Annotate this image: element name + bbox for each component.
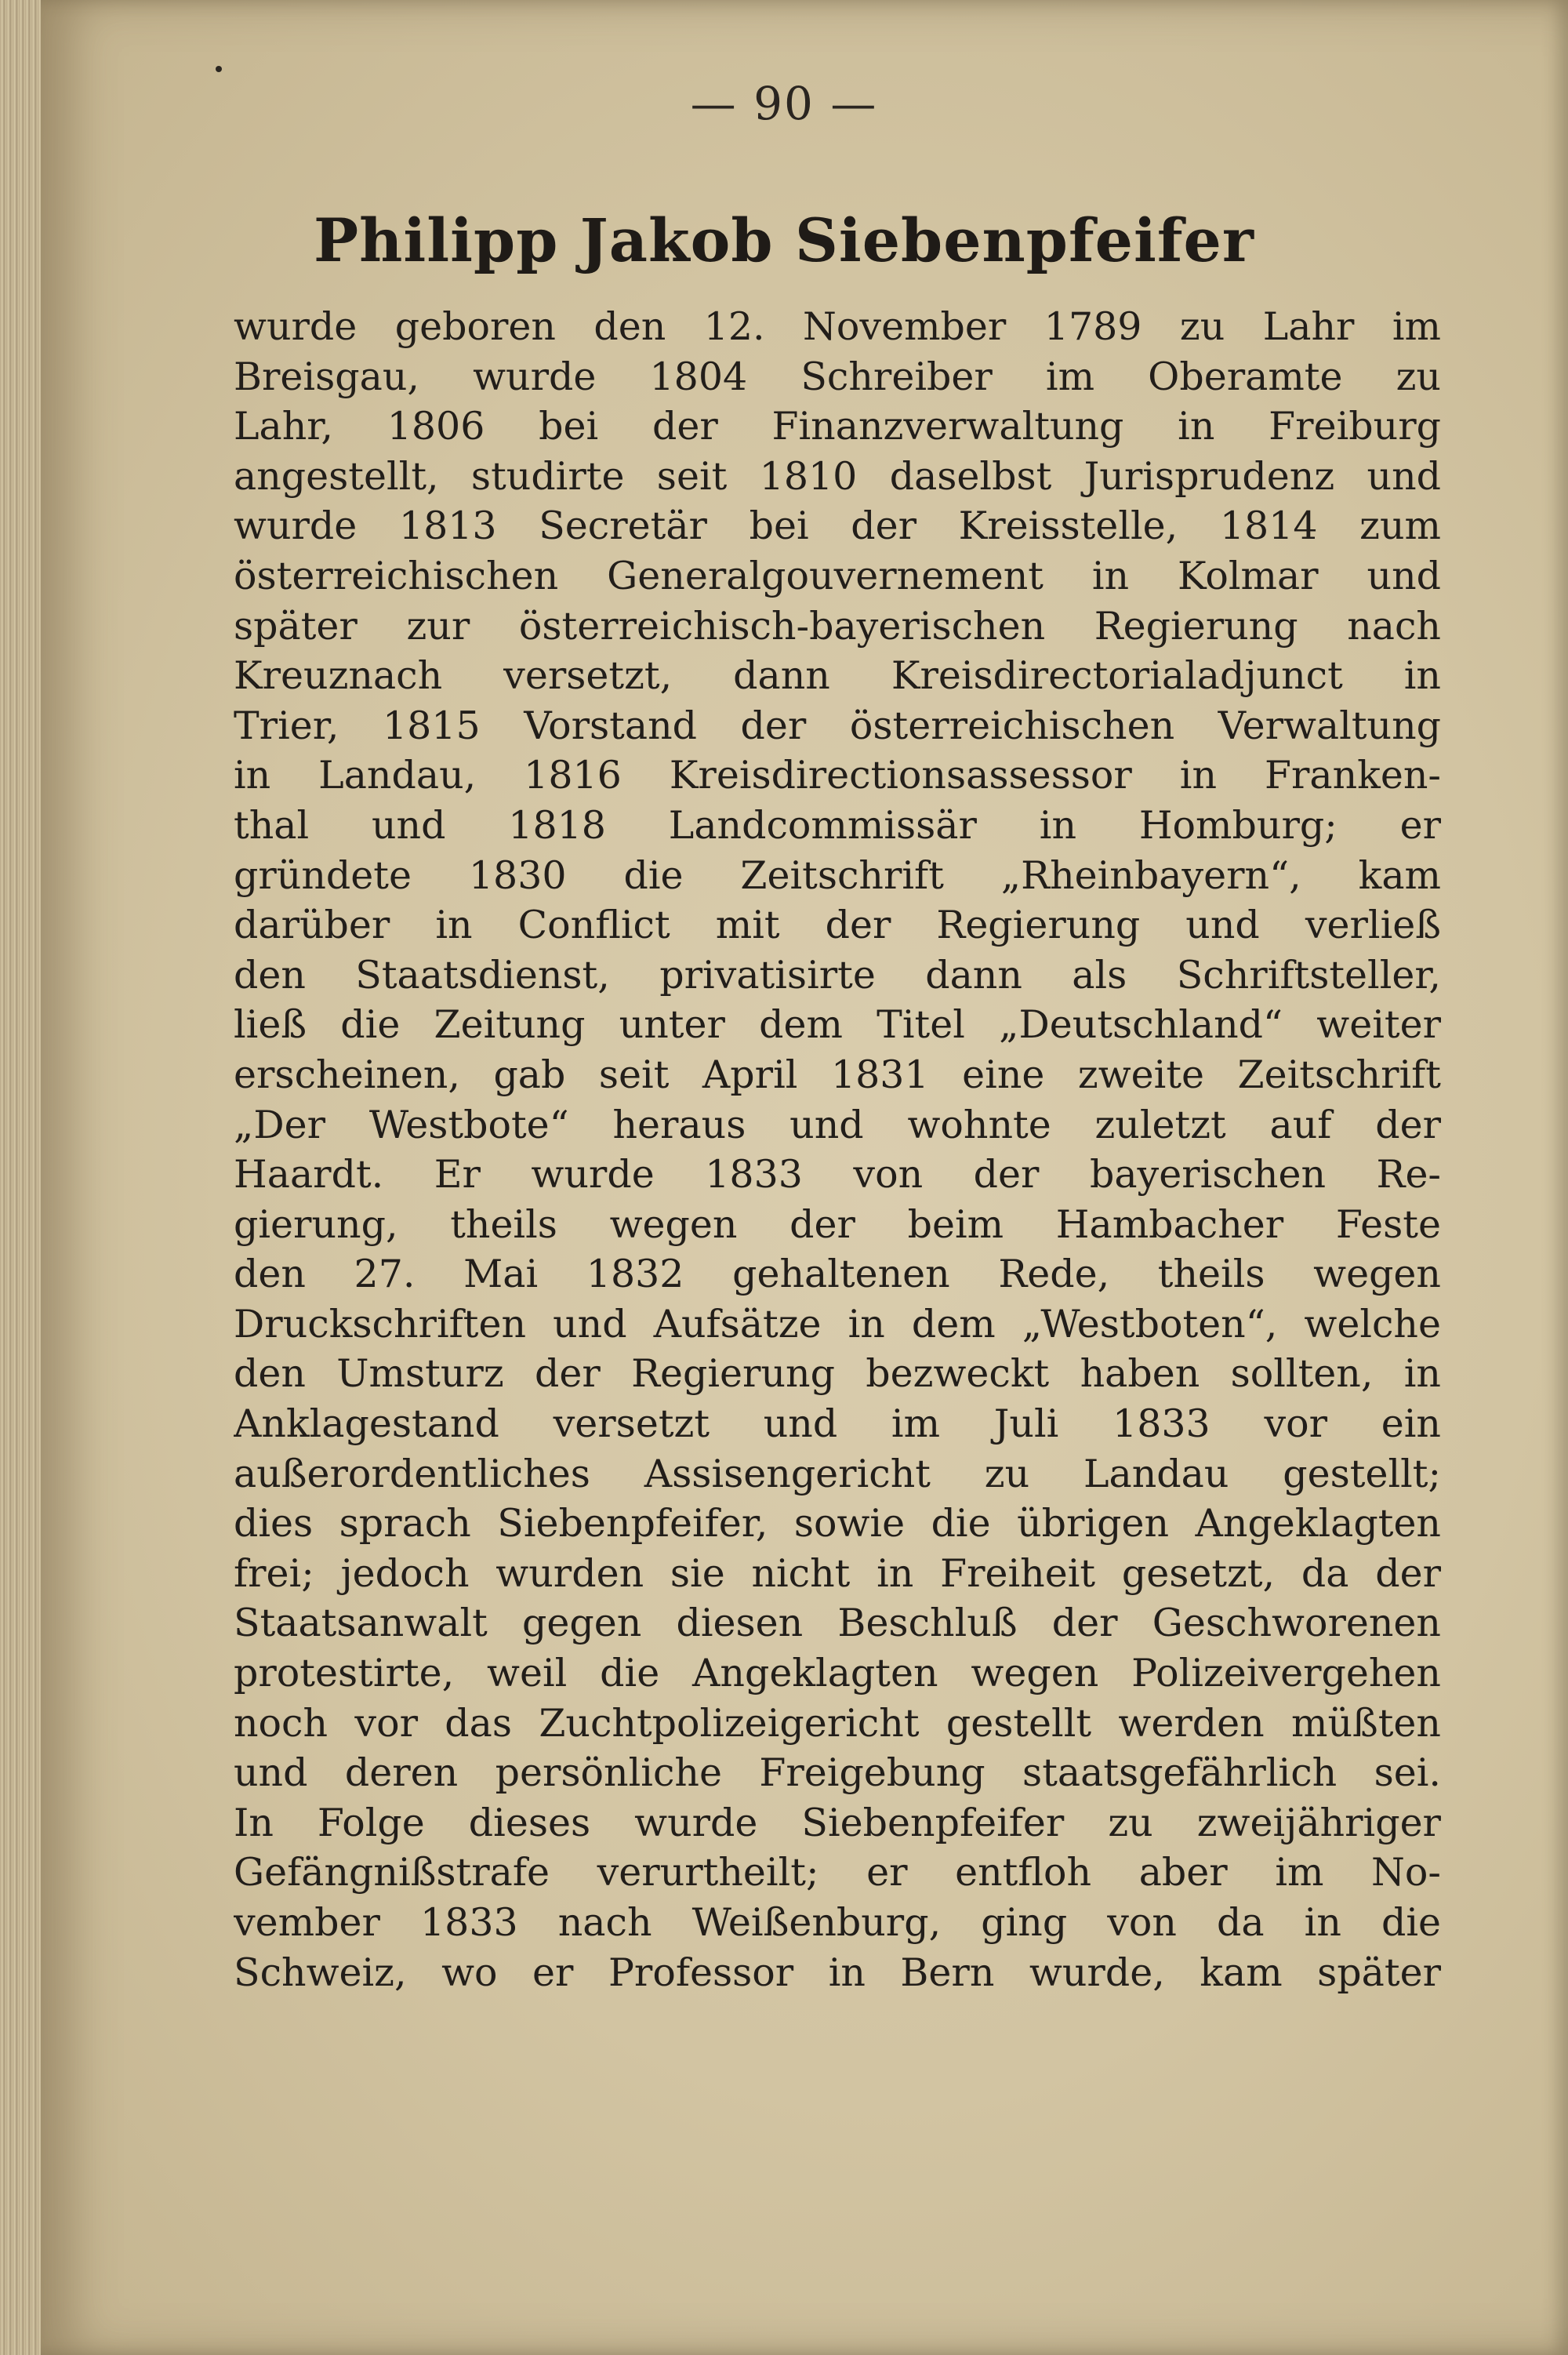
text-line: erscheinen, gab seit April 1831 eine zweite Zeitschrift <box>234 1052 1441 1097</box>
text-line: Breisgau, wurde 1804 Schreiber im Oberamte zu <box>234 354 1441 399</box>
text-line: „Der Westbote“ heraus und wohnte zuletzt auf der <box>234 1102 1441 1147</box>
text-line: den 27. Mai 1832 gehaltenen Rede, theils wegen <box>234 1252 1441 1297</box>
text-line: protestirte, weil die Angeklagten wegen Polizeivergehen <box>234 1651 1441 1696</box>
text-line: wurde 1813 Secretär bei der Kreisstelle, 1814 zum <box>234 503 1441 549</box>
text-line: wurde geboren den 12. November 1789 zu Lahr im <box>234 304 1441 349</box>
text-line: später zur österreichisch-bayerischen Regierung nach <box>234 603 1441 649</box>
text-line: österreichischen Generalgouvernement in Kolmar und <box>234 553 1441 598</box>
text-line: Trier, 1815 Vorstand der österreichischen Verwaltung <box>234 703 1441 748</box>
text-line: In Folge dieses wurde Siebenpfeifer zu zweijähriger <box>234 1800 1441 1845</box>
text-line: außerordentliches Assisengericht zu Landau gestellt; <box>234 1451 1441 1496</box>
text-line: Lahr, 1806 bei der Finanzverwaltung in Freiburg <box>234 404 1441 449</box>
body-text <box>234 302 1441 1997</box>
text-line: den Umsturz der Regierung bezweckt haben sollten, in <box>234 1351 1441 1397</box>
page-number: — 90 — <box>690 77 878 130</box>
text-line: dies sprach Siebenpfeifer, sowie die übrigen Angeklagten <box>234 1501 1441 1546</box>
ink-speck <box>216 66 222 72</box>
text-line: Haardt. Er wurde 1833 von der bayerischen Re- <box>234 1152 1441 1197</box>
text-line: Schweiz, wo er Professor in Bern wurde, kam später <box>234 1950 1441 1995</box>
text-line: Anklagestand versetzt und im Juli 1833 vor ein <box>234 1401 1441 1447</box>
text-line: darüber in Conflict mit der Regierung und verließ <box>234 903 1441 948</box>
page-title: Philipp Jakob Siebenpfeifer <box>314 205 1254 275</box>
text-line: noch vor das Zuchtpolizeigericht gestellt werden müßten <box>234 1700 1441 1746</box>
text-line: Kreuznach versetzt, dann Kreisdirectorialadjunct in <box>234 653 1441 699</box>
text-line: und deren persönliche Freigebung staatsgefährlich sei. <box>234 1750 1441 1796</box>
text-line: angestellt, studirte seit 1810 daselbst Jurisprudenz und <box>234 453 1441 499</box>
text-line: thal und 1818 Landcommissär in Homburg; er <box>234 802 1441 848</box>
text-line: in Landau, 1816 Kreisdirectionsassessor in Franken- <box>234 753 1441 798</box>
text-line: den Staatsdienst, privatisirte dann als Schriftsteller, <box>234 952 1441 998</box>
text-line: Staatsanwalt gegen diesen Beschluß der Geschworenen <box>234 1601 1441 1646</box>
text-line: ließ die Zeitung unter dem Titel „Deutschland“ weiter <box>234 1002 1441 1048</box>
text-line: gierung, theils wegen der beim Hambacher Feste <box>234 1201 1441 1247</box>
text-line: gründete 1830 die Zeitschrift „Rheinbayern“, kam <box>234 852 1441 898</box>
text-line: Druckschriften und Aufsätze in dem „Westboten“, welche <box>234 1301 1441 1346</box>
text-line: frei; jedoch wurden sie nicht in Freiheit gesetzt, da der <box>234 1550 1441 1596</box>
text-line: vember 1833 nach Weißenburg, ging von da in die <box>234 1900 1441 1945</box>
text-line: Gefängnißstrafe verurtheilt; er entfloh aber im No- <box>234 1850 1441 1895</box>
